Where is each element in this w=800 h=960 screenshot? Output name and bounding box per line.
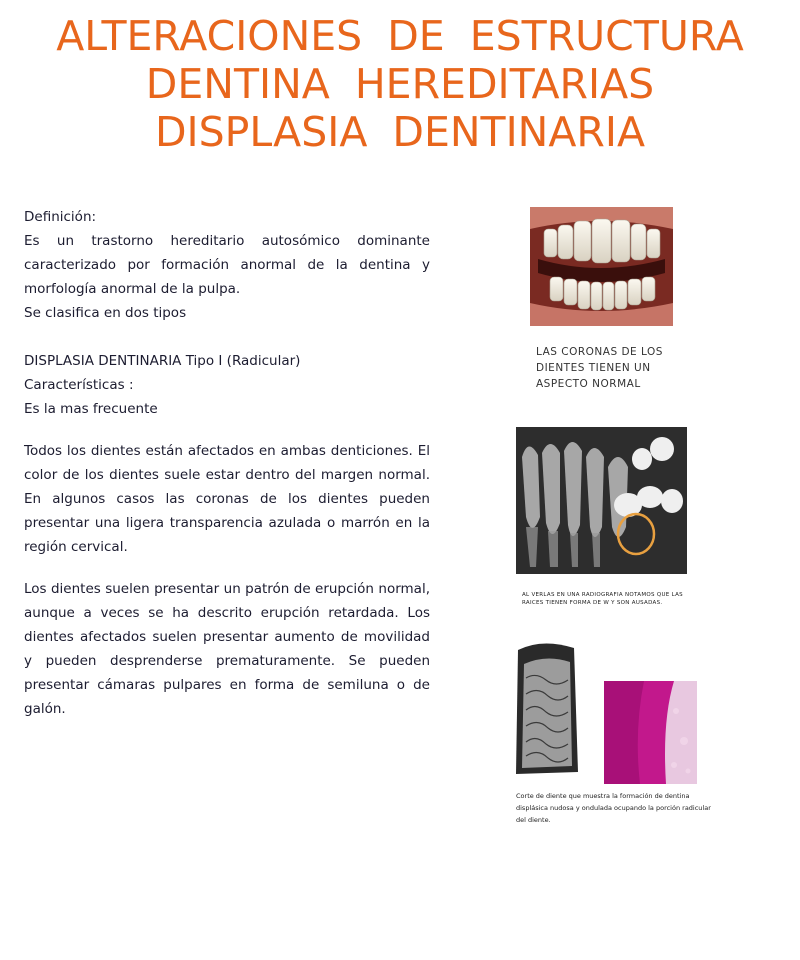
tooth-section-image (512, 638, 582, 780)
frequency-text: Es la mas frecuente (24, 401, 158, 417)
definition-types: Se clasifica en dos tipos (24, 305, 187, 321)
xray-image (516, 427, 687, 574)
teeth-photo (530, 207, 673, 326)
title-line-1: ALTERACIONES DE ESTRUCTURA (56, 12, 744, 60)
title-line-2: DENTINA HEREDITARIAS (145, 60, 655, 108)
histology-stain-image (604, 681, 697, 784)
definition-heading: Definición: (24, 209, 97, 225)
paragraph-1: Todos los dientes están afectados en ambas denticiones. El color de los dientes suele estar dentro del margen normal. En algunos casos las coronas de los dientes pueden presentar una ligera transparencia azulada o marrón en la región cervical. (24, 443, 430, 555)
definition-text: Es un trastorno hereditario autosómico dominante caracterizado por formación anormal de la dentina y morfología anormal de la pulpa. (24, 233, 430, 297)
paragraph-2: Los dientes suelen presentar un patrón de erupción normal, aunque a veces se ha descrito erupción retardada. Los dientes afectados suelen presentar aumento de movilidad y pueden desprenderse prematuramente. Se pueden presentar cámaras pulpares en forma de semiluna o de galón. (24, 581, 430, 717)
characteristics-heading: Características : (24, 377, 134, 393)
title-line-3: DISPLASIA DENTINARIA (154, 108, 646, 156)
page-title (0, 12, 800, 156)
text-column (24, 205, 430, 721)
xray-caption: AL VERLAS EN UNA RADIOGRAFIA NOTAMOS QUE LAS RAICES TIENEN FORMA DE W Y SON AUSADAS. (522, 592, 683, 606)
type1-heading: DISPLASIA DENTINARIA Tipo I (Radicular) (24, 353, 301, 369)
photo-caption: LAS CORONAS DE LOS DIENTES TIENEN UN ASPECTO NORMAL (536, 346, 663, 390)
section-caption: Corte de diente que muestra la formación de dentina displásica nudosa y ondulada ocupando la porción radicular del diente. (516, 792, 711, 824)
